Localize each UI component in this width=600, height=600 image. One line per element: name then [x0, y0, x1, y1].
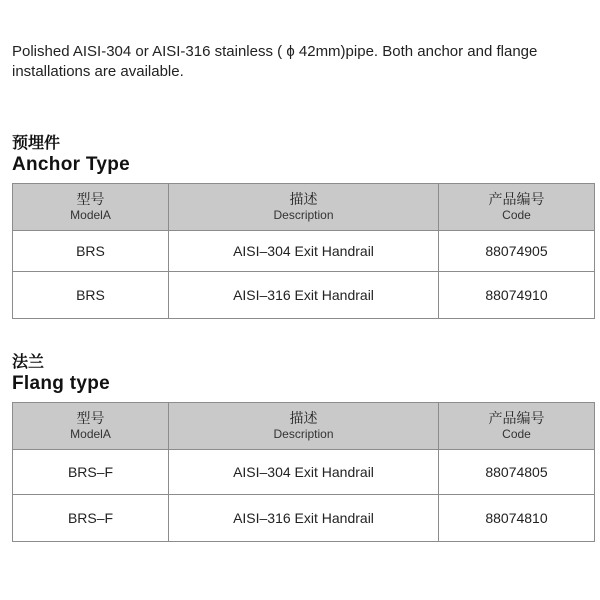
- header-description-zh: 描述: [289, 410, 318, 426]
- table-row: [13, 450, 595, 495]
- table-header-row: [13, 403, 595, 450]
- cell-model: BRS–F: [13, 495, 169, 542]
- header-description: [169, 184, 439, 231]
- cell-code: 88074805: [439, 450, 595, 495]
- cell-model: BRS–F: [13, 450, 169, 495]
- cell-description: AISI–316 Exit Handrail: [169, 272, 439, 319]
- table-row: [13, 495, 595, 542]
- anchor-title-zh: 预埋件: [12, 135, 61, 152]
- header-model: [13, 403, 169, 450]
- table-row: [13, 231, 595, 272]
- header-code-en: Code: [502, 427, 531, 441]
- header-description: [169, 403, 439, 450]
- anchor-title-en: Anchor Type: [12, 154, 131, 175]
- header-code-zh: 产品编号: [488, 191, 545, 207]
- table-row: [13, 272, 595, 319]
- header-code: [439, 184, 595, 231]
- cell-description: AISI–304 Exit Handrail: [169, 231, 439, 272]
- flange-type-table: [12, 402, 595, 542]
- flange-title-en: Flang type: [12, 373, 111, 394]
- anchor-section-title: [12, 134, 130, 176]
- header-model: [13, 184, 169, 231]
- anchor-type-table: [12, 183, 595, 319]
- header-code: [439, 403, 595, 450]
- header-model-zh: 型号: [76, 410, 105, 426]
- header-description-en: Description: [273, 208, 334, 222]
- header-code-zh: 产品编号: [488, 410, 545, 426]
- flange-title-zh: 法兰: [12, 354, 45, 371]
- cell-description: AISI–316 Exit Handrail: [169, 495, 439, 542]
- header-model-en: ModelA: [70, 208, 111, 222]
- table-header-row: [13, 184, 595, 231]
- cell-model: BRS: [13, 231, 169, 272]
- header-code-en: Code: [502, 208, 531, 222]
- cell-code: 88074910: [439, 272, 595, 319]
- intro-text: Polished AISI-304 or AISI-316 stainless ( ϕ 42mm)pipe. Both anchor and flange installations are available.: [12, 43, 538, 80]
- header-model-zh: 型号: [76, 191, 105, 207]
- cell-description: AISI–304 Exit Handrail: [169, 450, 439, 495]
- header-description-zh: 描述: [289, 191, 318, 207]
- header-description-en: Description: [273, 427, 334, 441]
- cell-code: 88074905: [439, 231, 595, 272]
- flange-section-title: [12, 353, 110, 395]
- header-model-en: ModelA: [70, 427, 111, 441]
- cell-code: 88074810: [439, 495, 595, 542]
- cell-model: BRS: [13, 272, 169, 319]
